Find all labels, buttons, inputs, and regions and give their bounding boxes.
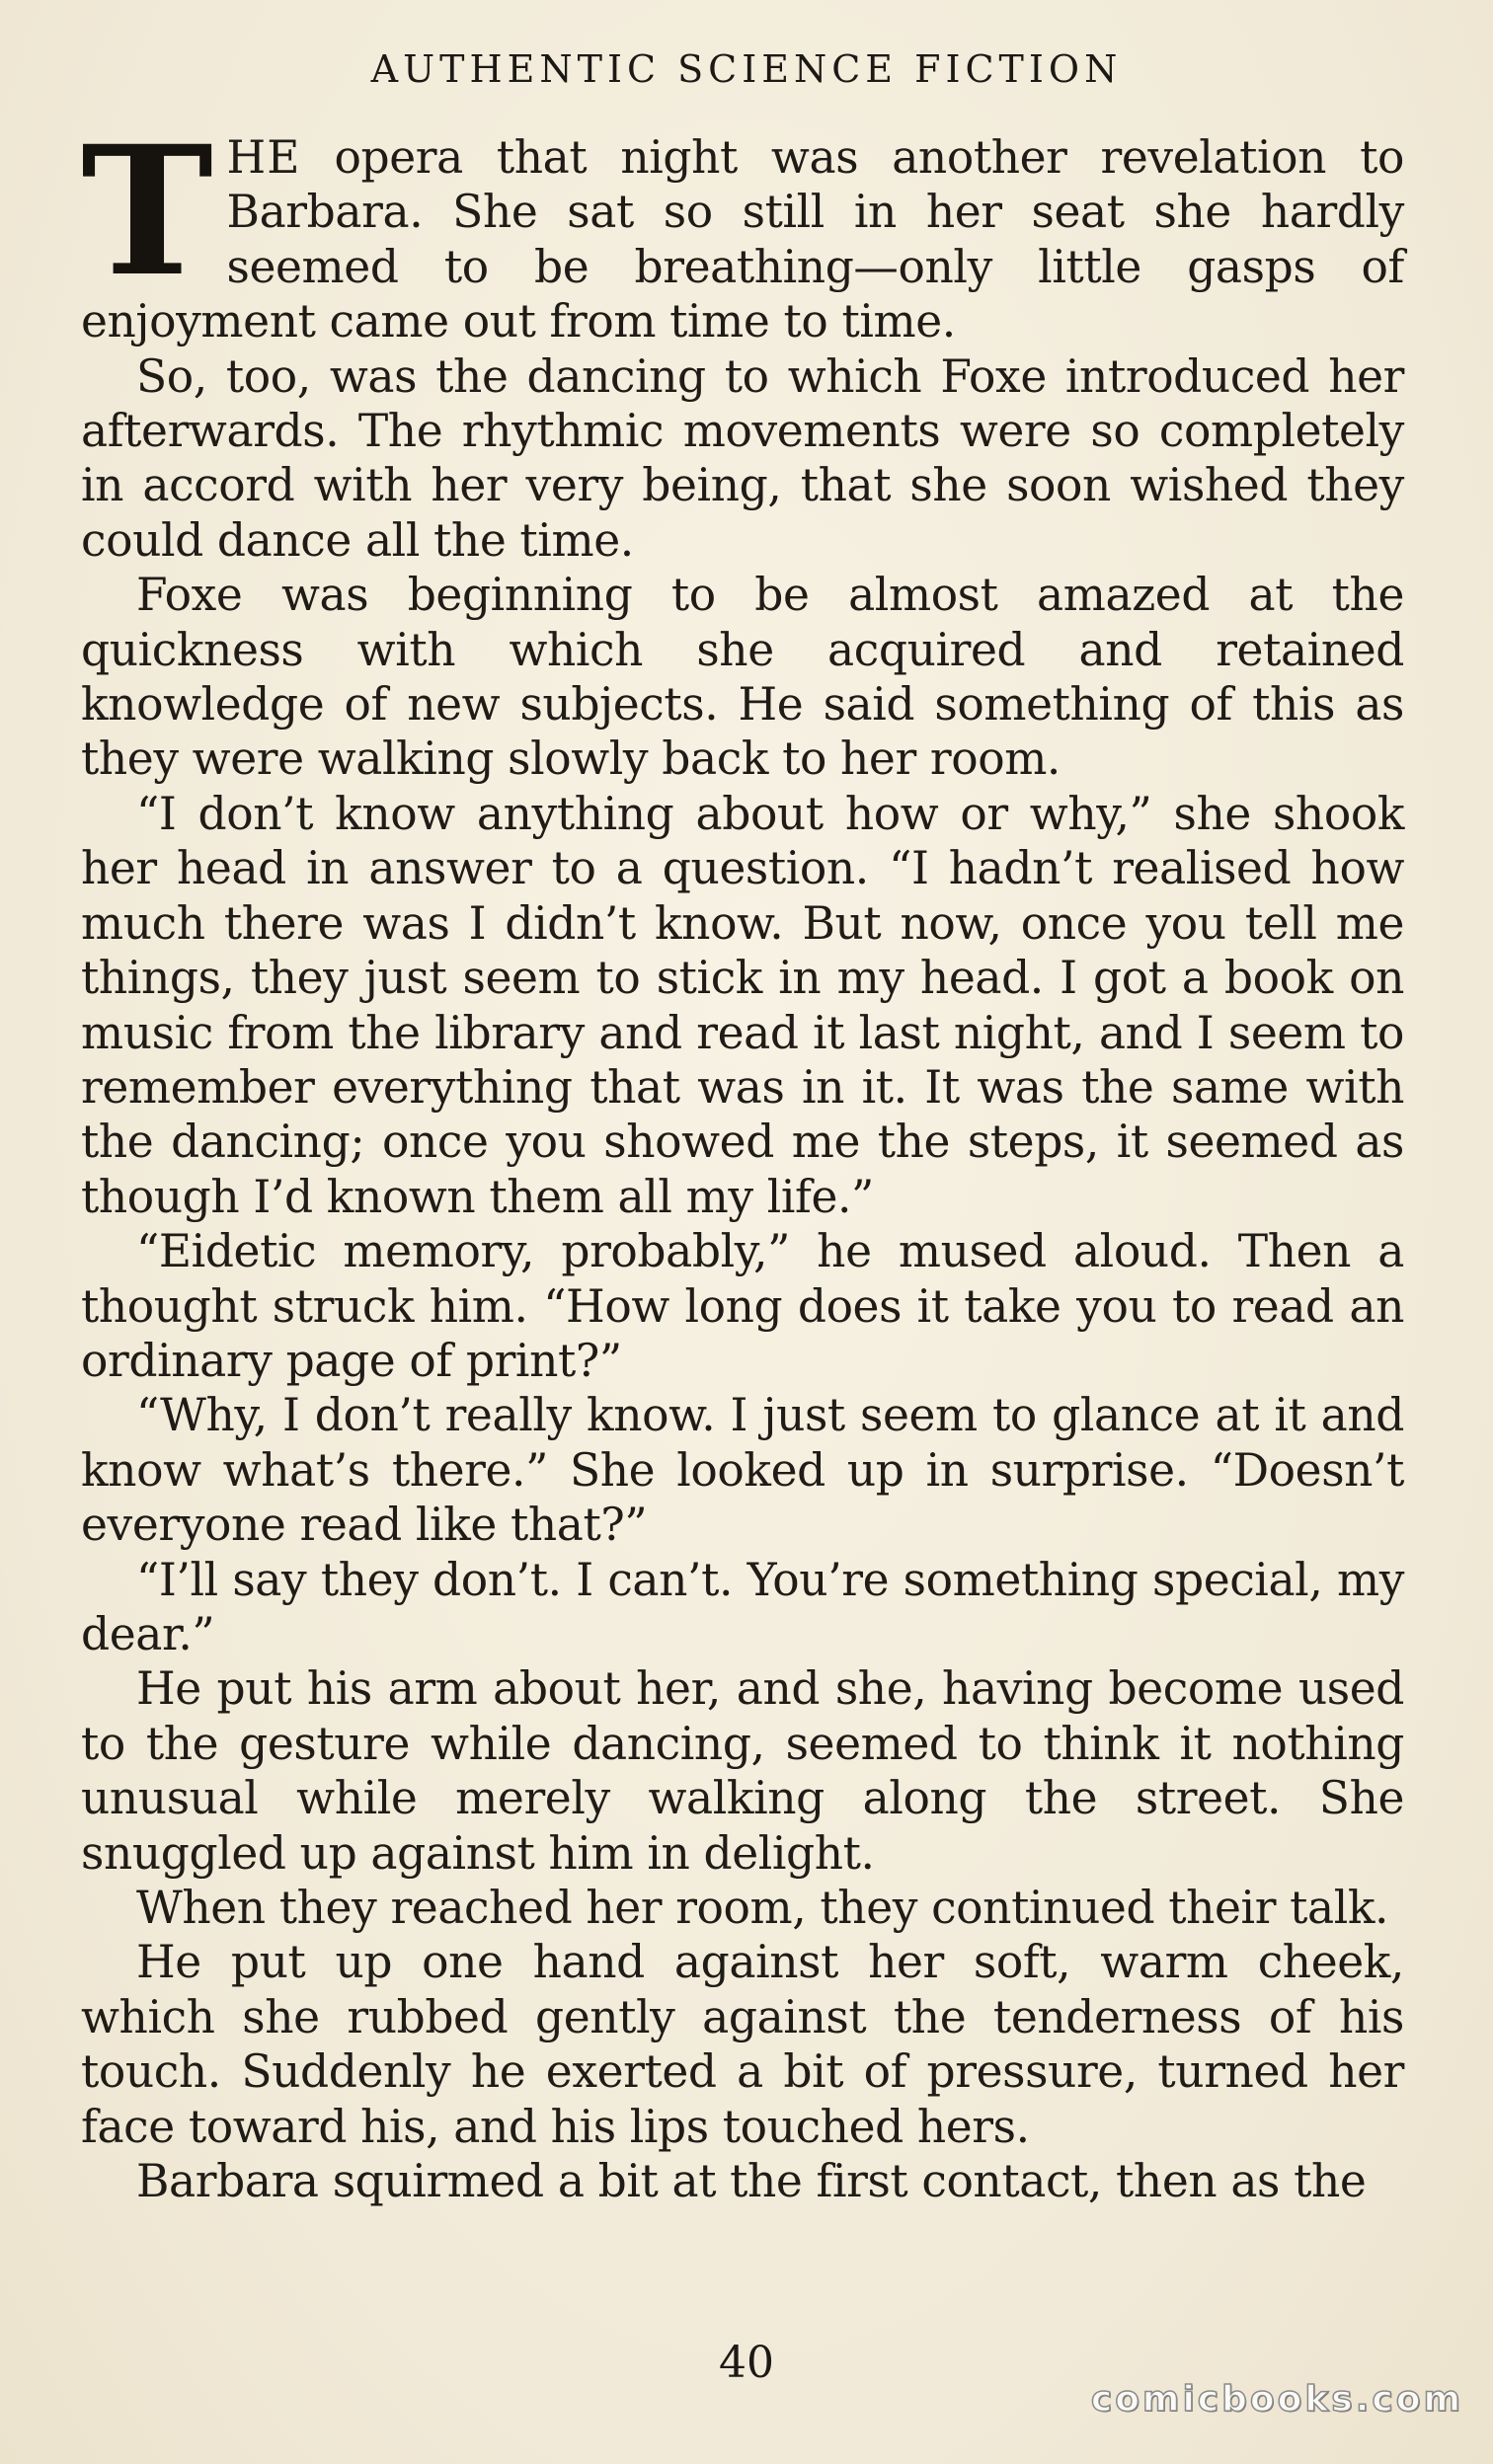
page-number: 40 [719, 2338, 774, 2388]
first-word-rest: HE [226, 131, 301, 184]
paragraph-1 [81, 108, 1404, 349]
paragraph-6: “Why, I don’t really know. I just seem to glance at it and know what’s there.” She looked up in surprise. “Doesn’t everyone read like that?” [81, 1389, 1404, 1552]
running-title: AUTHENTIC SCIENCE FICTION [370, 47, 1123, 91]
paragraph-10: He put up one hand against her soft, warm cheek, which she rubbed gently against the tenderness of his touch. Suddenly he exerted a bit of pressure, turned her face toward his, and his lips touched hers. [81, 1936, 1404, 2153]
paragraph-11: Barbara squirmed a bit at the first contact, then as the [136, 2155, 1367, 2208]
paragraph-2: So, too, was the dancing to which Foxe introduced her afterwards. The rhythmic movements were so completely in accord with her very being, that she soon wished they could dance all the time. [81, 349, 1404, 567]
story-text [81, 108, 1404, 2208]
paragraph-4: “I don’t know anything about how or why,” she shook her head in answer to a question. “I hadn’t realised how much there was I didn’t know. But now, once you tell me things, they just seem to stick in my head. I got a book on music from the library and read it last night, and I seem to remember everything that was in it. It was the same with the dancing; once you showed me the steps, it seemed as though I’d known them all my life.” [81, 787, 1404, 1223]
paragraph-5: “Eidetic memory, probably,” he mused aloud. Then a thought struck him. “How long does it take you to read an ordinary page of print?” [81, 1225, 1404, 1387]
watermark: comicbooks.com [1090, 2379, 1463, 2420]
paragraph-3: Foxe was beginning to be almost amazed at the quickness with which she acquired and retained knowledge of new subjects. He said something of this as they were walking slowly back to her room. [81, 569, 1404, 786]
paragraph-7: “I’ll say they don’t. I can’t. You’re something special, my dear.” [81, 1553, 1404, 1660]
paragraph-1-text: opera that night was another revelation to Barbara. She sat so still in her seat she hardly seemed to be breathing—only little gasps of enjoyment came out from time to time. [81, 131, 1404, 348]
paragraph-9: When they reached her room, they continued their talk. [136, 1882, 1389, 1934]
drop-cap: T [81, 108, 213, 316]
paragraph-8: He put his arm about her, and she, having become used to the gesture while dancing, seemed to think it nothing unusual while merely walking along the street. She snuggled up against him in delight. [81, 1662, 1404, 1880]
